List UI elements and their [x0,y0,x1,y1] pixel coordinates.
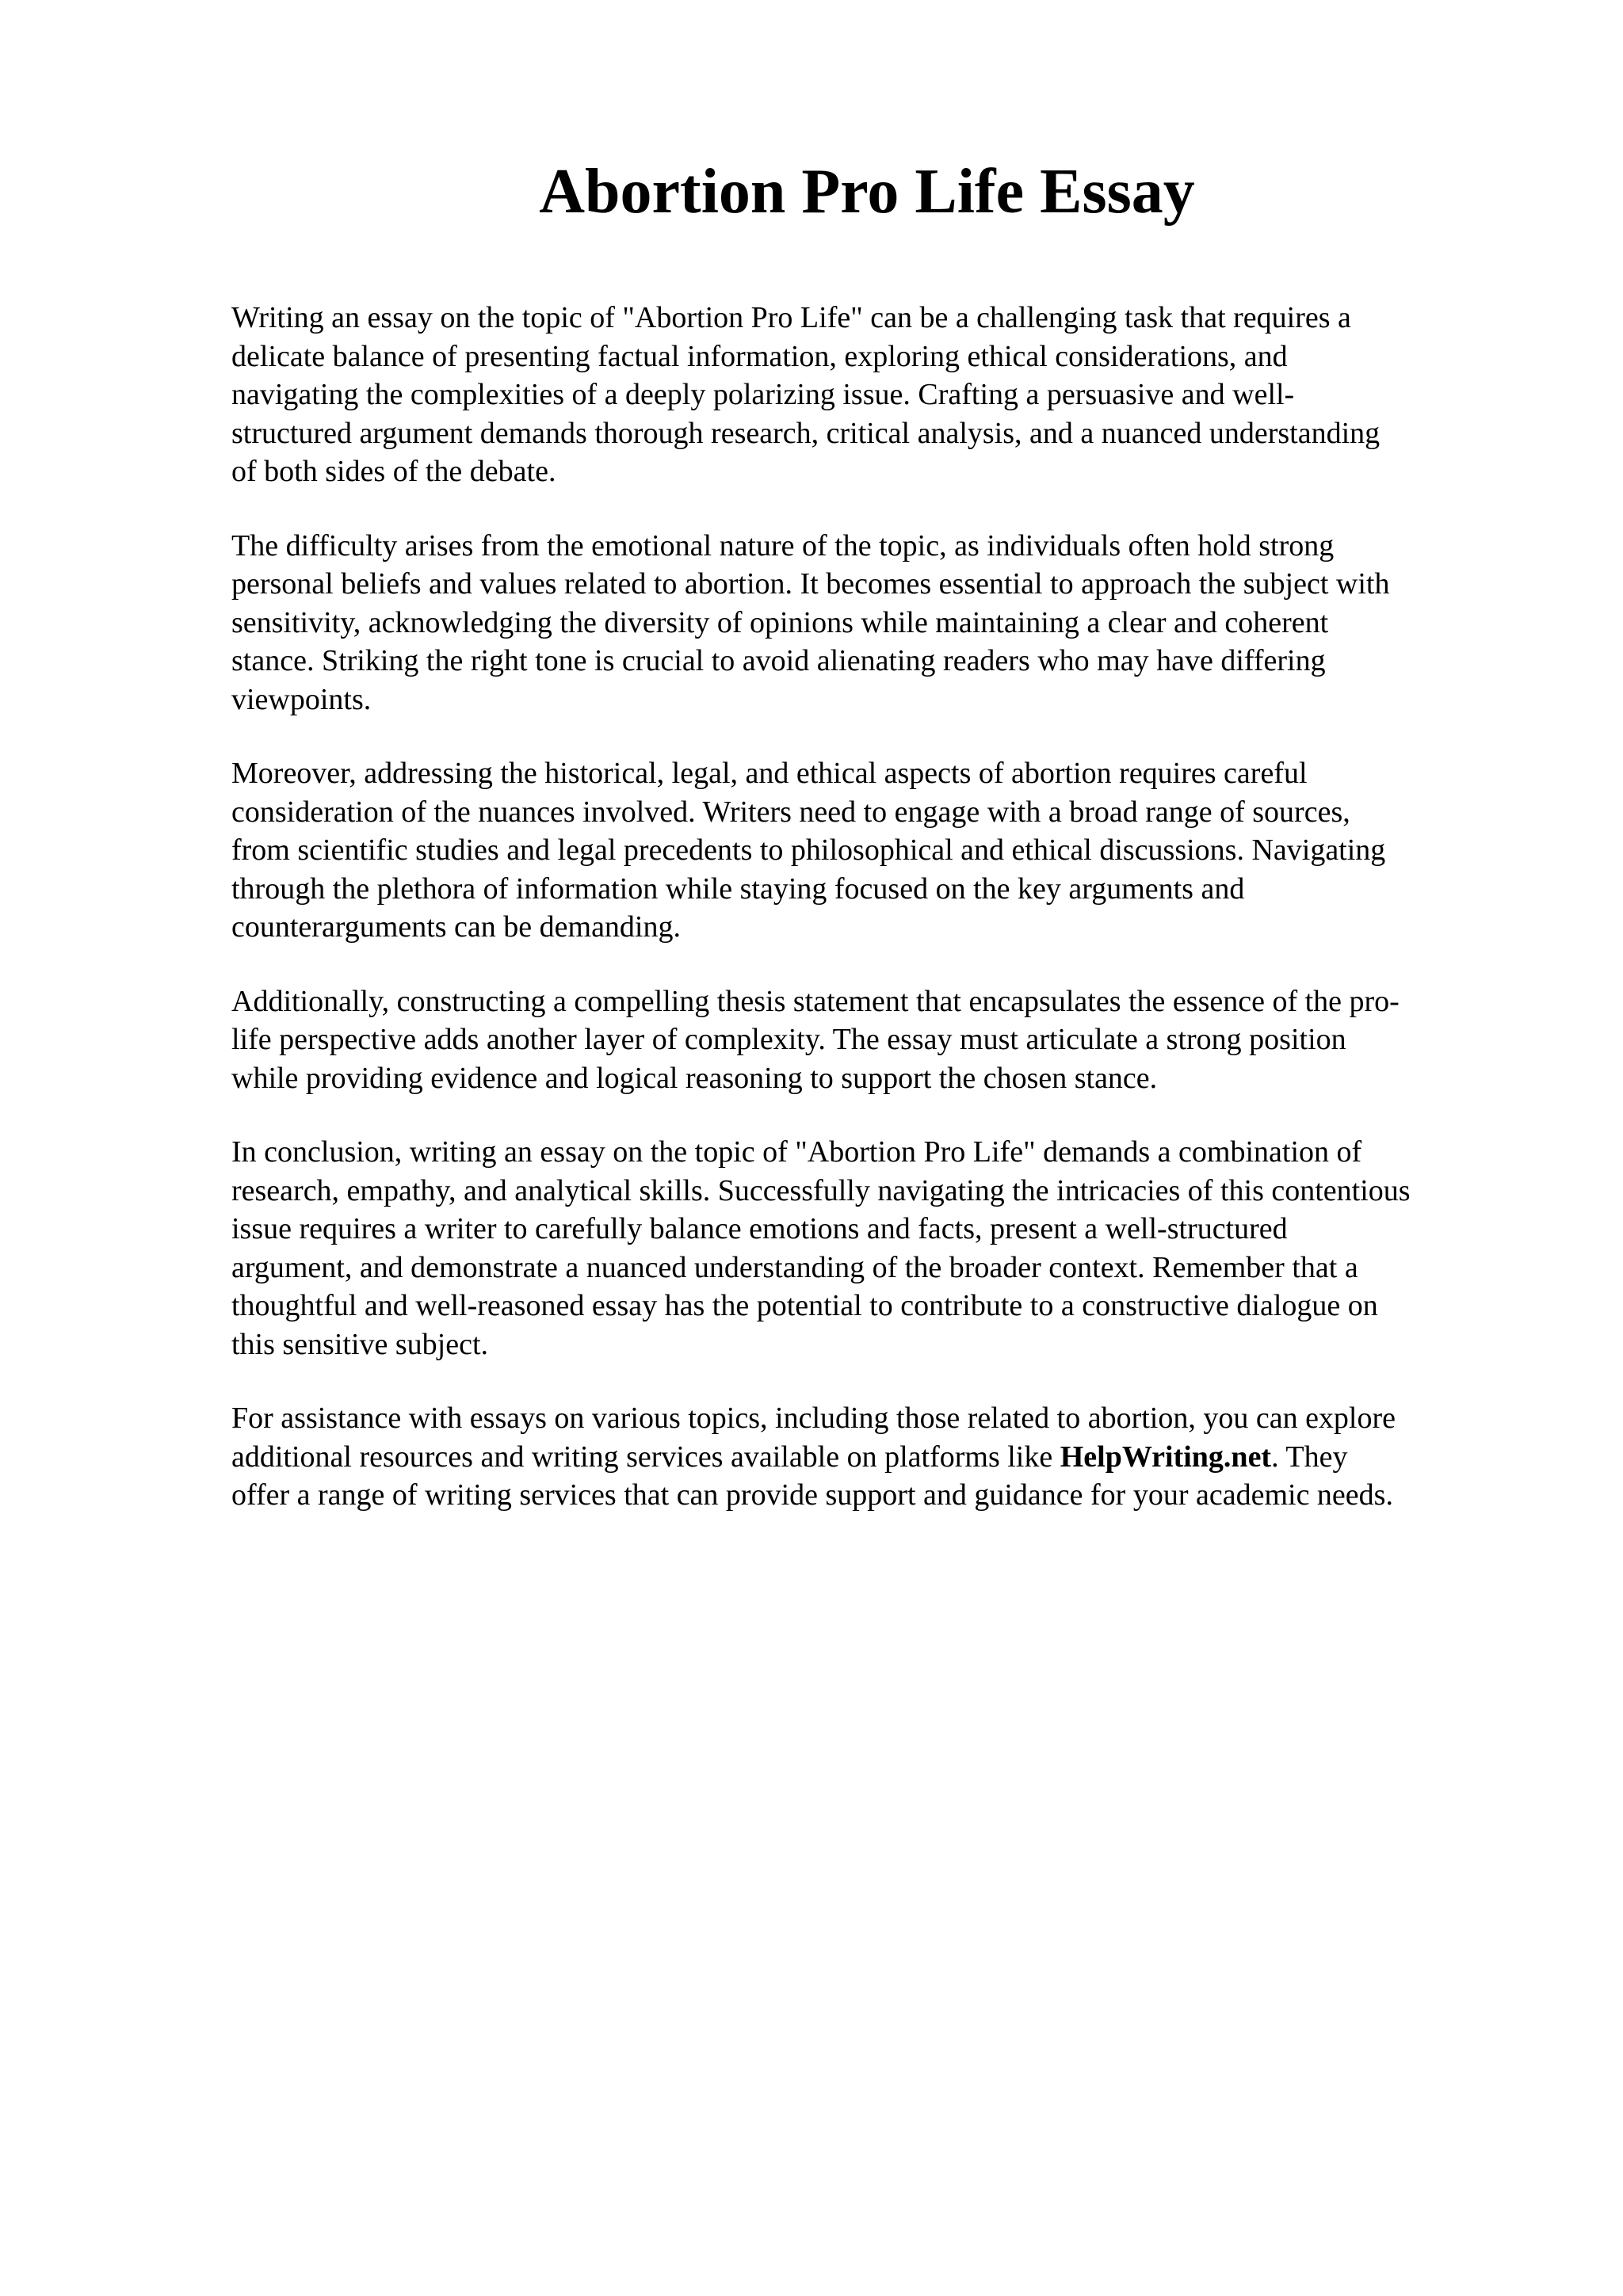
paragraph-line: argument, and demonstrate a nuanced understanding of the broader context. Remember that a [231,1250,1358,1284]
paragraph-line: counterarguments can be demanding. [231,910,681,944]
paragraph-line: through the plethora of information while staying focused on the key arguments and [231,871,1245,906]
paragraph-line: research, empathy, and analytical skills. Successfully navigating the intricacies of this contentious [231,1173,1411,1207]
paragraph-line: Additionally, constructing a compelling thesis statement that encapsulates the essence of the pro- [231,984,1400,1018]
paragraph-line: while providing evidence and logical reasoning to support the chosen stance. [231,1061,1158,1095]
paragraph-line: navigating the complexities of a deeply polarizing issue. Crafting a persuasive and well- [231,378,1295,411]
paragraph-line: structured argument demands thorough research, critical analysis, and a nuanced understanding [231,416,1381,450]
paragraph-line: viewpoints. [231,682,372,716]
closing-text-after: . They [1271,1440,1348,1474]
paragraph-line: delicate balance of presenting factual information, exploring ethical considerations, and [231,339,1288,373]
paragraph-line: Writing an essay on the topic of "Abortion Pro Life" can be a challenging task that requires a [231,301,1351,334]
document-body [231,299,1531,1550]
closing-text-before: additional resources and writing services available on platforms like [231,1440,1060,1474]
paragraph-line: personal beliefs and values related to abortion. It becomes essential to approach the subject with [231,567,1390,601]
paragraph-thesis [231,982,1531,1098]
paragraph-line: offer a range of writing services that can provide support and guidance for your academic needs. [231,1478,1393,1512]
paragraph-intro [231,299,1531,491]
paragraph-line: of both sides of the debate. [231,455,556,488]
paragraph-line: stance. Striking the right tone is crucial to avoid alienating readers who may have differing [231,644,1326,677]
paragraph-difficulty [231,527,1531,719]
paragraph-line: issue requires a writer to carefully balance emotions and facts, present a well-structured [231,1212,1288,1245]
paragraph-line: this sensitive subject. [231,1327,489,1361]
paragraph-line: In conclusion, writing an essay on the topic of "Abortion Pro Life" demands a combination of [231,1135,1362,1169]
paragraph-assistance [231,1399,1531,1515]
paragraph-line: Moreover, addressing the historical, legal, and ethical aspects of abortion requires careful [231,757,1308,790]
brand-name: HelpWriting.net [1060,1440,1272,1474]
paragraph-line: consideration of the nuances involved. Writers need to engage with a broad range of sources, [231,795,1350,829]
paragraph-line: For assistance with essays on various topics, including those related to abortion, you can explore [231,1402,1396,1435]
paragraph-line: The difficulty arises from the emotional nature of the topic, as individuals often hold strong [231,528,1335,563]
paragraph-line: sensitivity, acknowledging the diversity of opinions while maintaining a clear and coherent [231,605,1329,639]
paragraph-line: life perspective adds another layer of complexity. The essay must articulate a strong position [231,1023,1346,1056]
paragraph-aspects [231,754,1531,947]
paragraph-line: from scientific studies and legal precedents to philosophical and ethical discussions. Navigating [231,833,1386,867]
document-title: Abortion Pro Life Essay [539,157,1195,227]
paragraph-conclusion [231,1133,1531,1363]
paragraph-line [231,1438,1531,1477]
paragraph-line: thoughtful and well-reasoned essay has the potential to contribute to a constructive dialogue on [231,1289,1378,1322]
